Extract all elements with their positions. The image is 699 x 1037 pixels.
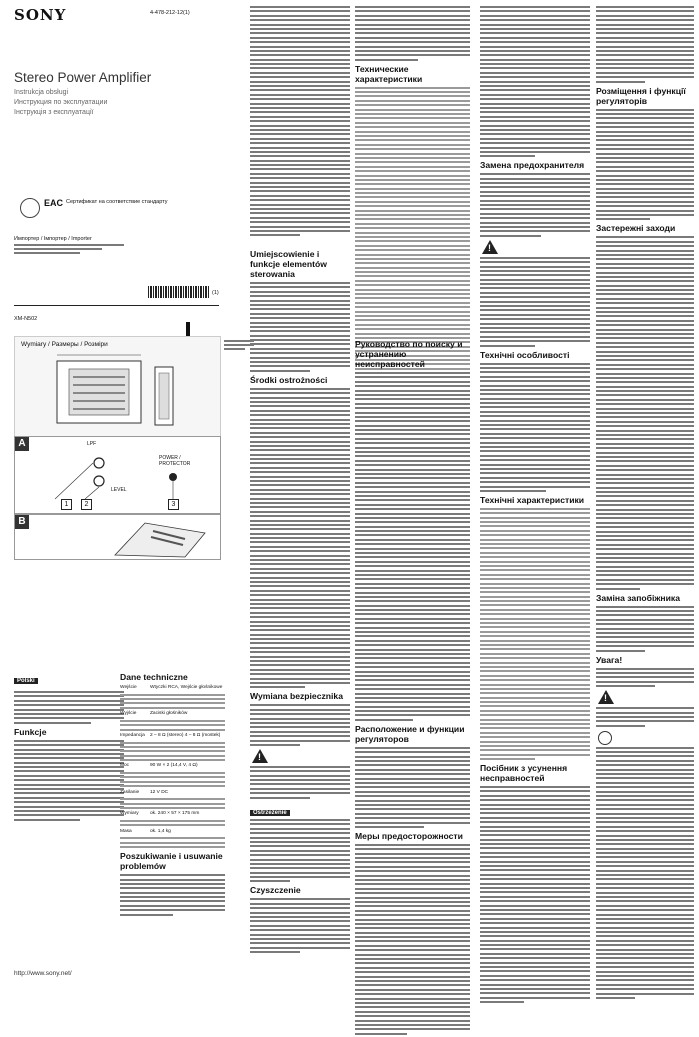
heading-zasterezh-uk: Застережні заходи <box>596 223 676 234</box>
manual-line: Інструкція з експлуатації <box>14 109 94 116</box>
heading-dane: Dane techniczne <box>120 672 188 682</box>
spec-key: Wymiary <box>120 811 139 817</box>
sony-url: http://www.sony.net/ <box>14 970 72 977</box>
column-2-top <box>250 6 350 239</box>
posib-uk-section <box>480 760 590 1006</box>
cert-text: Сертификат на соответствие стандарту <box>66 199 168 205</box>
heading-zamena-ru: Замена предохранителя <box>480 160 585 171</box>
heading-poszukiwanie: Poszukiwanie i usuwanie problemów <box>120 851 223 872</box>
header-area <box>14 6 184 26</box>
callout-3: 3 <box>168 499 179 510</box>
heading-tech-uk: Технічні особливості <box>480 349 570 360</box>
spec-value: ok. 240 × 57 × 175 mm <box>150 811 200 817</box>
warning-icon: ! <box>252 749 268 763</box>
spec-value: Wtyczki RCA, Wejście głośnikowe <box>150 685 223 690</box>
panel-b-label: B <box>15 515 29 529</box>
heading-umiejscowienie: Umiejscowienie i funkcje elementów sterowania <box>250 249 327 279</box>
panel-a-label: A <box>15 437 29 451</box>
ostrzezenie-tag: Ostrzeżenie <box>250 810 290 816</box>
warning-icon: ! <box>482 240 498 254</box>
heading-funkcji-uk: Розміщення і функції регуляторів <box>596 85 686 106</box>
power-protector-label: POWER / PROTECTOR <box>159 455 191 467</box>
manual-language-list <box>14 88 174 118</box>
fuse-drawing <box>15 515 220 559</box>
barcode <box>148 286 210 298</box>
heading-mery-ru: Меры предосторожности <box>355 830 463 841</box>
heading-uwaga-uk: Увага! <box>596 654 623 665</box>
column-5-top <box>596 6 694 1001</box>
spec-value: 90 W × 2 (14,4 V, 4 Ω) <box>150 763 198 769</box>
divider <box>14 305 219 306</box>
manual-line: Instrukcja obsługi <box>14 89 69 96</box>
heading-raspol-ru: Расположение и функции регуляторов <box>355 723 465 744</box>
edge-marker <box>186 322 190 336</box>
spec-key: Masa <box>120 828 132 834</box>
importer-text: Импортер / Імпортер / Importer <box>14 236 92 242</box>
spec-key: Wejście <box>120 685 137 690</box>
heading-posib-uk: Посібник з усунення несправностей <box>480 763 568 783</box>
spec-value: 2 – 8 Ω (stereo) 4 – 8 Ω (mostek) <box>150 732 221 738</box>
spec-value: ok. 1,4 kg <box>150 828 171 834</box>
spec-value: 12 V DC <box>150 789 169 795</box>
manual-line: Инструкция по эксплуатации <box>14 99 108 106</box>
column-4-top <box>480 6 590 763</box>
heading-tech-ru: Технические характеристики <box>355 63 423 84</box>
heading-zamina-uk: Заміна запобіжника <box>596 592 680 603</box>
polski-section <box>14 669 124 823</box>
amplifier-dimensions-drawing <box>15 337 220 437</box>
dimensions-panel <box>14 336 221 438</box>
heading-czyszczenie: Czyszczenie <box>250 885 301 896</box>
cert-seal-icon <box>20 198 40 218</box>
spec-key: Zasilanie <box>120 789 140 795</box>
panel-a <box>14 436 221 514</box>
recycle-icon <box>598 731 612 745</box>
brand-logo: SONY <box>14 6 67 24</box>
callout-1: 1 <box>61 499 72 510</box>
dimensions-title: Wymiary / Размеры / Розміри <box>21 341 108 348</box>
barcode-suffix: (1) <box>212 290 219 296</box>
eac-mark: EAC <box>44 198 64 208</box>
model-number: XM-N502 <box>14 316 38 322</box>
ruk-ru-section <box>355 336 470 1037</box>
heading-ruk-ru: Руководство по поиску и устранению неисправностей <box>355 339 463 369</box>
heading-srodki: Środki ostrożności <box>250 374 328 385</box>
umiejscowienie-section <box>250 246 350 956</box>
spec-key: Moc <box>120 763 130 769</box>
spec-value: Zaciski głośników <box>150 711 188 717</box>
controls-drawing <box>15 437 220 513</box>
heading-funkcje: Funkcje <box>14 726 47 737</box>
callout-2: 2 <box>81 499 92 510</box>
doc-title: Stereo Power Amplifier <box>14 70 152 85</box>
spec-key: Wyjście <box>120 711 137 717</box>
lpf-label: LPF <box>87 441 97 447</box>
heading-wymiana: Wymiana bezpiecznika <box>250 691 343 702</box>
dane-techniczne-section <box>120 669 225 918</box>
certification-block <box>14 196 214 272</box>
panel-b <box>14 514 221 560</box>
level-label: LEVEL <box>111 487 127 493</box>
heading-tech-har-uk: Технічні характеристики <box>480 494 585 505</box>
polski-tag: Polski <box>14 678 38 684</box>
warning-icon: ! <box>598 690 614 704</box>
spec-key: Impedancja <box>120 732 145 738</box>
part-number: 4-478-212-12(1) <box>150 10 190 16</box>
